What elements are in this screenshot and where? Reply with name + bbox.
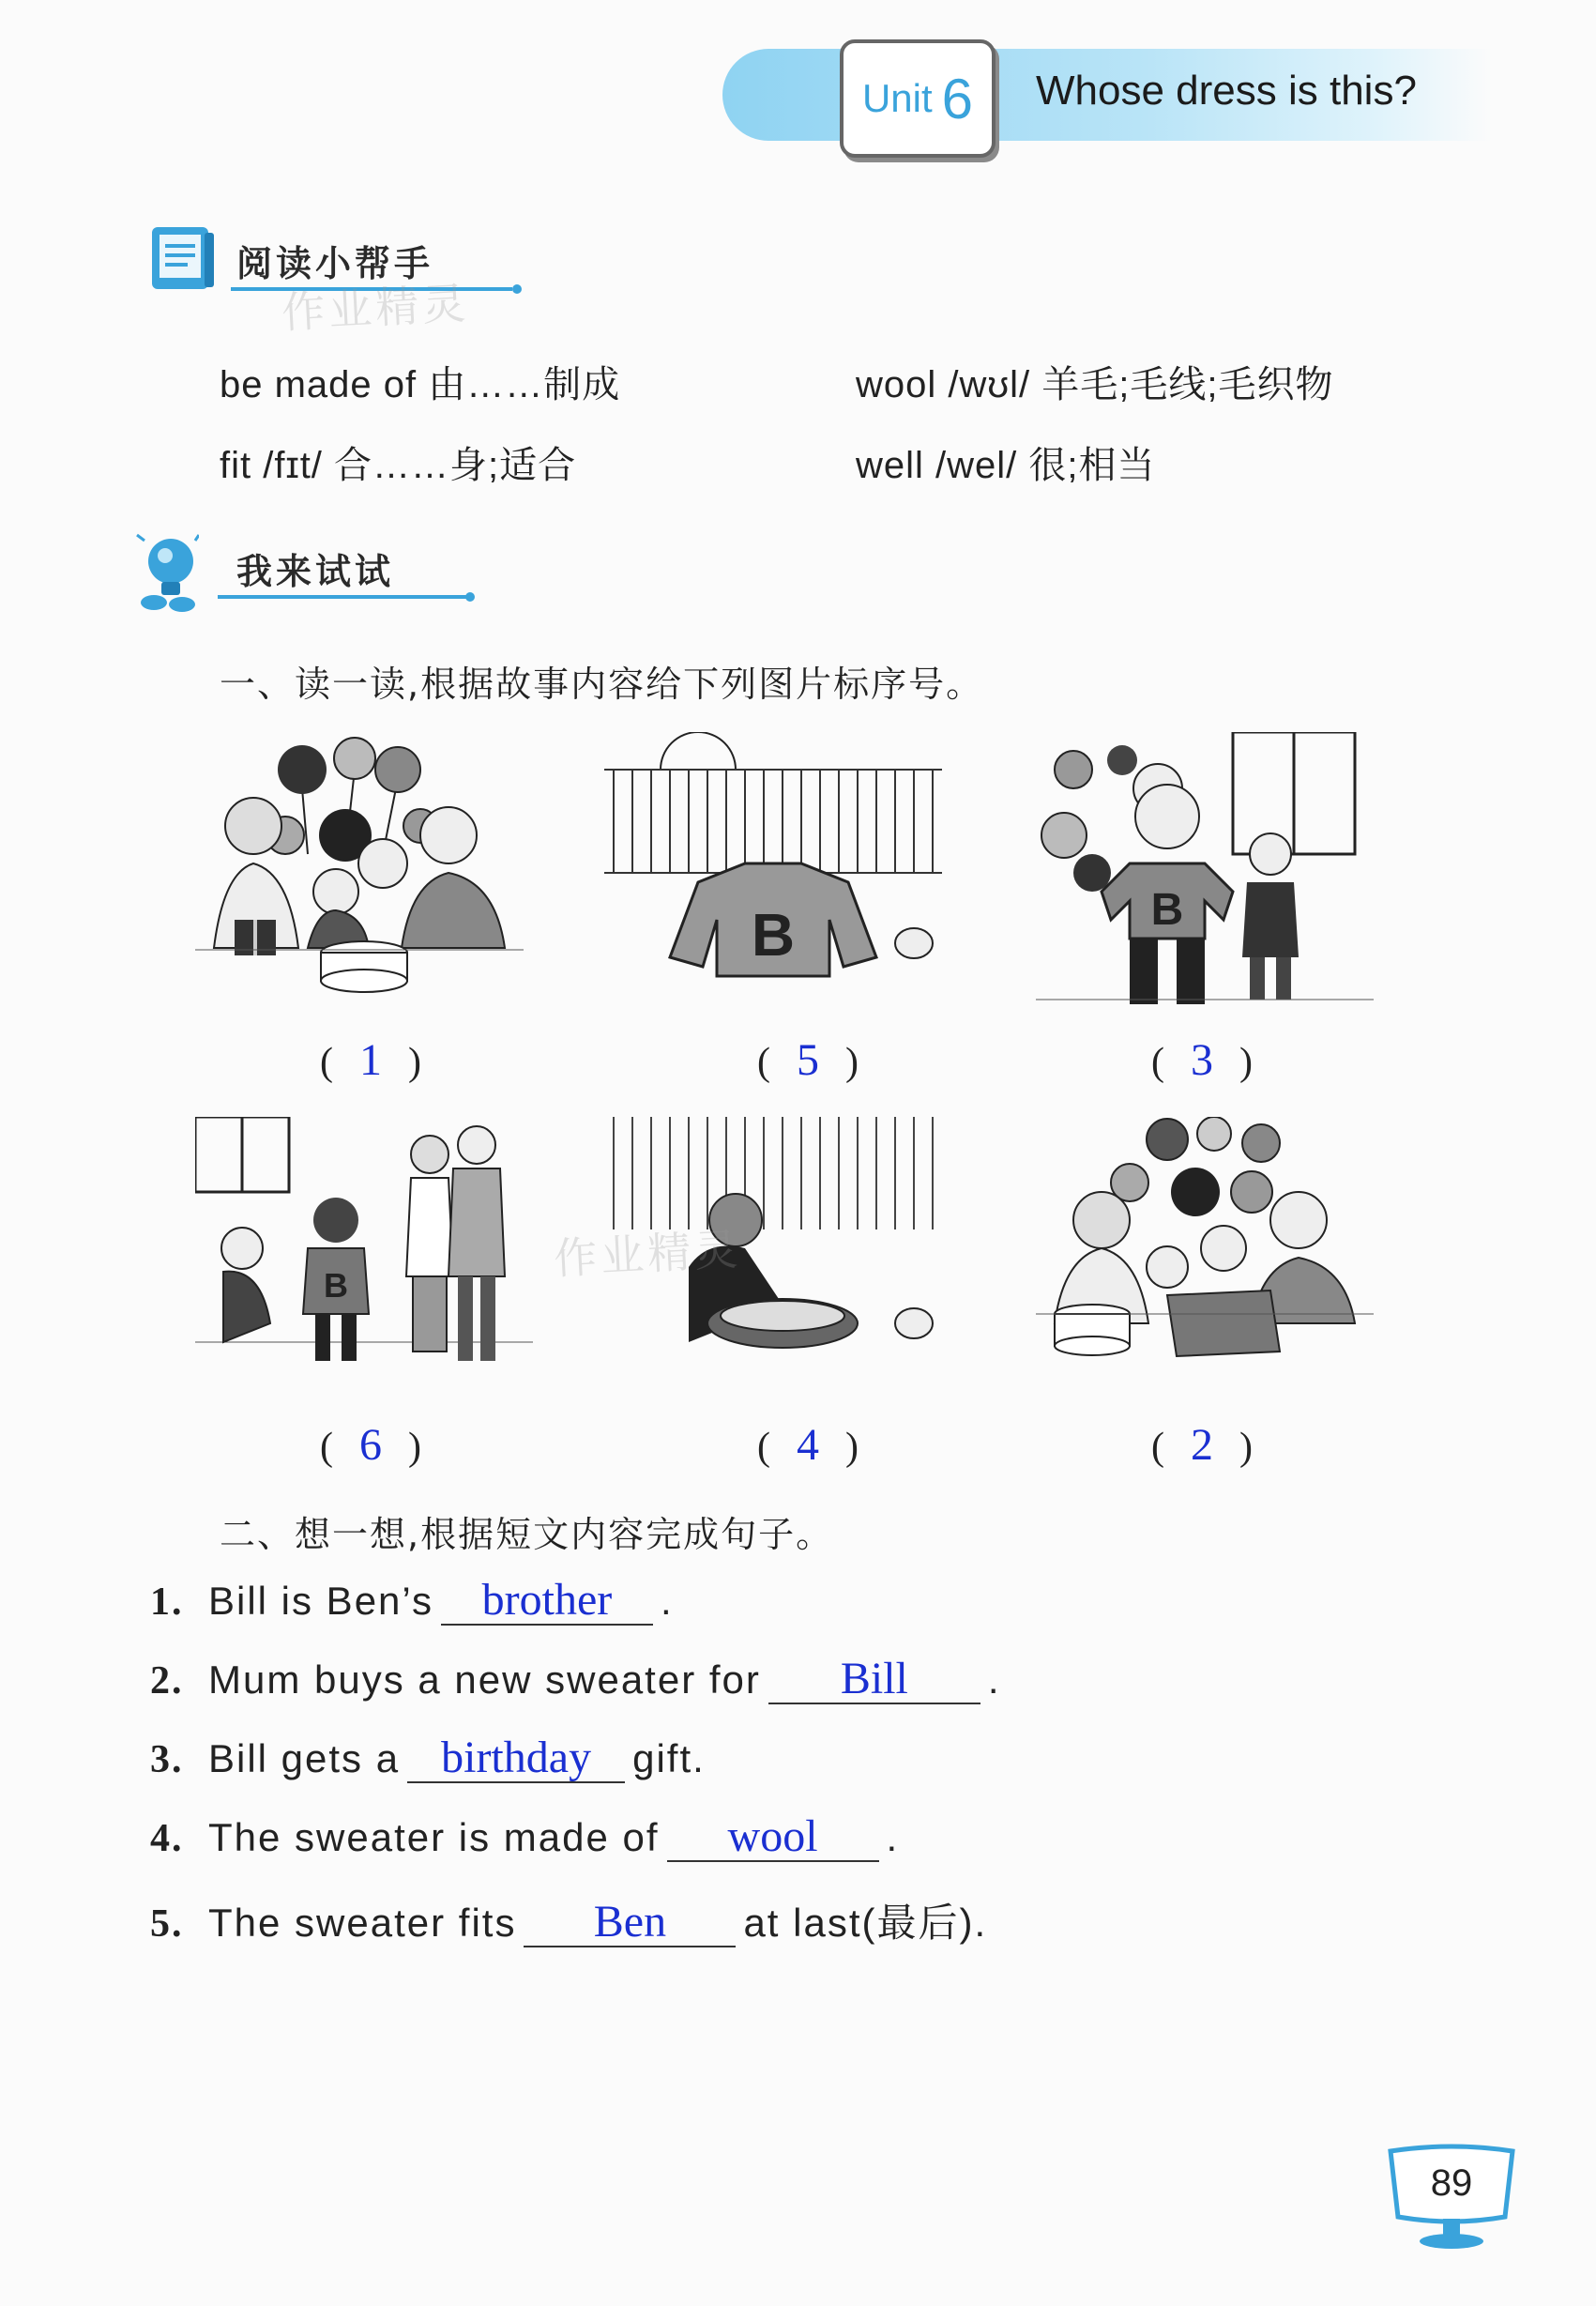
watermark: 作业精灵 — [552, 1223, 743, 1285]
sentence-2 — [150, 1656, 1001, 1704]
unit-number: 6 — [941, 67, 974, 130]
sentence-number: 3. — [150, 1738, 184, 1781]
exercise2-instruction: 二、想一想,根据短文内容完成句子。 — [220, 1514, 834, 1555]
answer-number: 1 — [359, 1035, 382, 1085]
answer-number: 2 — [1191, 1420, 1213, 1470]
answer-number: 3 — [1191, 1035, 1213, 1085]
reading-helper-title: 阅读小帮手 — [236, 243, 434, 284]
sentence-text: gift. — [632, 1736, 706, 1780]
sentence-text: at last(最后). — [743, 1901, 988, 1945]
sentence-number: 4. — [150, 1817, 184, 1860]
sentence-3 — [150, 1734, 706, 1783]
answer-text: birthday — [441, 1733, 592, 1782]
watermark: 作业精灵 — [280, 277, 471, 339]
page-number: 89 — [1430, 2162, 1473, 2204]
sentence-text: Bill is Ben’s — [208, 1579, 433, 1623]
vocab-item: be made of 由……制成 — [220, 364, 621, 405]
try-it-underline — [218, 595, 467, 599]
exercise1-instruction: 一、读一读,根据故事内容给下列图片标序号。 — [220, 664, 984, 705]
answer-blank[interactable] — [524, 1899, 736, 1947]
unit-title: Whose dress is this? — [1036, 68, 1417, 114]
sentence-1 — [150, 1577, 674, 1626]
sentence-text: . — [886, 1815, 900, 1859]
answer-number: 6 — [359, 1420, 382, 1470]
vocab-item: well /wel/ 很;相当 — [856, 445, 1156, 486]
sentence-text: . — [660, 1579, 674, 1623]
sentence-number: 1. — [150, 1581, 184, 1624]
try-it-title: 我来试试 — [236, 551, 395, 592]
picture-fitting-sweater — [195, 1117, 533, 1389]
sentence-number: 5. — [150, 1902, 184, 1946]
answer-blank[interactable] — [407, 1734, 625, 1783]
picture-answer-6: ( 2 ) — [1151, 1420, 1253, 1470]
answer-blank[interactable] — [768, 1656, 980, 1704]
try-it-dot — [465, 592, 475, 602]
vocab-item: fit /fɪt/ 合……身;适合 — [220, 445, 577, 486]
unit-label: Unit — [861, 76, 933, 120]
picture-boy-in-sweater — [1036, 732, 1374, 1004]
picture-answer-4: ( 6 ) — [320, 1420, 421, 1470]
picture-opening-gift — [1036, 1117, 1374, 1389]
answer-blank[interactable] — [441, 1577, 653, 1626]
sentence-5 — [150, 1892, 987, 1948]
sentence-text: . — [987, 1657, 1001, 1702]
svg-text:B: B — [751, 901, 796, 969]
lightbulb-icon — [133, 533, 199, 616]
picture-answer-2: ( 5 ) — [757, 1035, 859, 1085]
book-icon — [148, 223, 220, 295]
picture-birthday-party — [195, 732, 533, 1004]
picture-answer-5: ( 4 ) — [757, 1420, 859, 1470]
answer-text: Bill — [840, 1654, 908, 1703]
sentence-4 — [150, 1813, 899, 1862]
picture-answer-1: ( 1 ) — [320, 1035, 421, 1085]
answer-text: wool — [727, 1811, 818, 1861]
sentence-text: Bill gets a — [208, 1736, 401, 1780]
sentence-number: 2. — [150, 1659, 184, 1703]
vocab-item: wool /wʊl/ 羊毛;毛线;毛织物 — [856, 364, 1334, 405]
svg-text:B: B — [1150, 885, 1184, 935]
sentence-text: The sweater fits — [208, 1901, 517, 1945]
picture-answer-3: ( 3 ) — [1151, 1035, 1253, 1085]
answer-blank[interactable] — [667, 1813, 879, 1862]
svg-text:B: B — [324, 1266, 348, 1305]
answer-text: brother — [481, 1575, 613, 1625]
answer-number: 5 — [797, 1035, 819, 1085]
sentence-text: Mum buys a new sweater for — [208, 1657, 761, 1702]
answer-number: 4 — [797, 1420, 819, 1470]
answer-text: Ben — [593, 1897, 667, 1947]
unit-badge — [840, 39, 996, 158]
picture-sweater-drying — [604, 732, 942, 1004]
reading-helper-dot — [512, 284, 522, 294]
sentence-text: The sweater is made of — [208, 1815, 660, 1859]
